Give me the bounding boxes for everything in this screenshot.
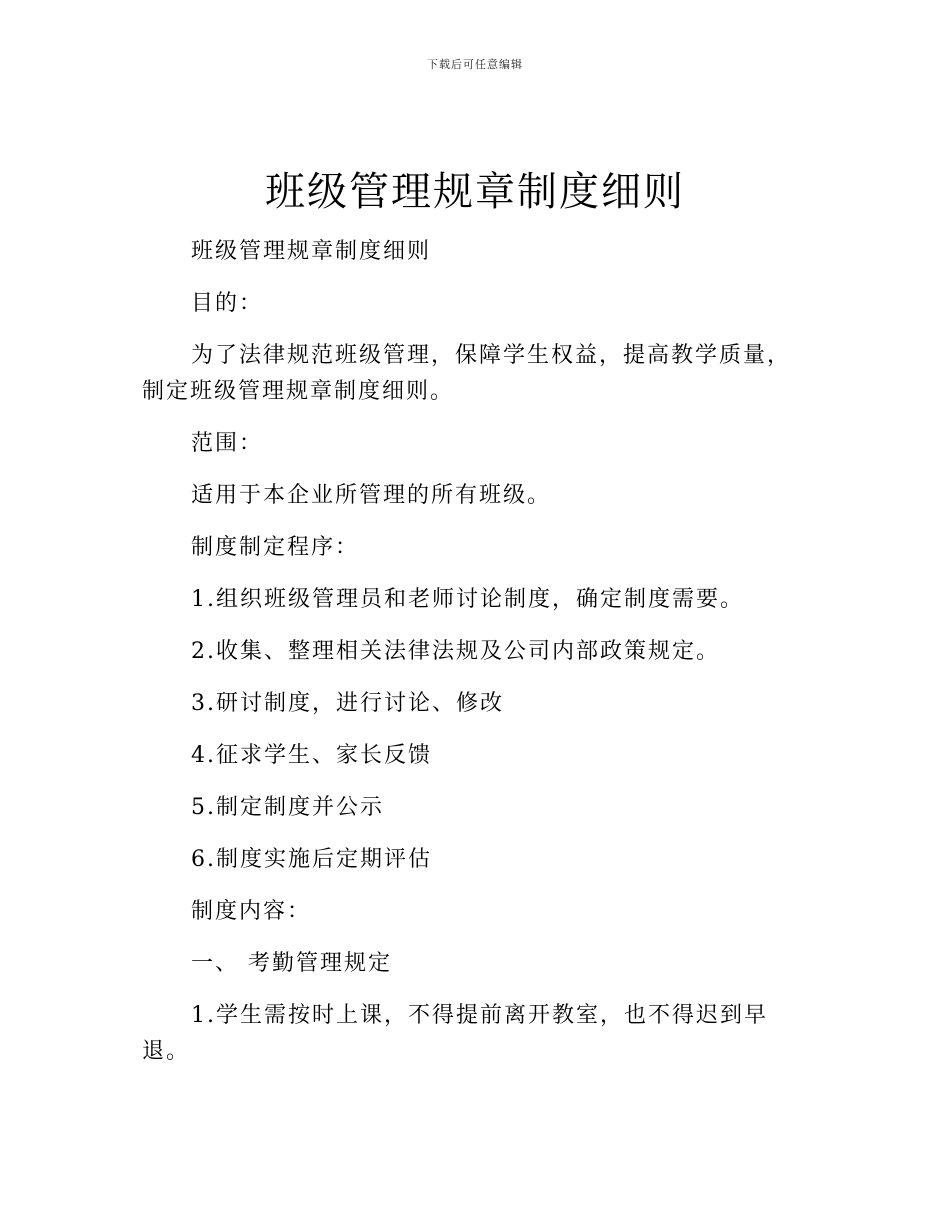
paragraph-scope-heading: 范围： — [191, 431, 264, 456]
paragraph-procedure-heading: 制度制定程序： — [191, 535, 360, 560]
document-title: 班级管理规章制度细则 — [265, 169, 685, 215]
paragraph-scope-text: 适用于本企业所管理的所有班级。 — [191, 483, 552, 508]
paragraph-purpose-heading: 目的： — [191, 291, 264, 316]
paragraph-content-heading: 制度内容： — [191, 899, 312, 924]
paragraph-procedure-step-6: 6.制度实施后定期评估 — [191, 847, 432, 872]
paragraph-purpose-text: 为了法律规范班级管理，保障学生权益，提高教学质量，制定班级管理规章制度细则。 — [142, 343, 792, 404]
document-body — [142, 234, 812, 1086]
paragraph-section-heading-attendance: 一、 考勤管理规定 — [191, 951, 392, 976]
paragraph-procedure-step-3: 3.研讨制度，进行讨论、修改 — [191, 691, 504, 716]
paragraph-attendance-rule-1: 1.学生需按时上课，不得提前离开教室，也不得迟到早退。 — [142, 1003, 768, 1064]
paragraph-subtitle: 班级管理规章制度细则 — [191, 239, 432, 264]
paragraph-procedure-step-1: 1.组织班级管理员和老师讨论制度，确定制度需要。 — [191, 587, 744, 612]
page-header: 下载后可任意编辑 — [427, 58, 523, 71]
paragraph-procedure-step-2: 2.收集、整理相关法律法规及公司内部政策规定。 — [191, 639, 720, 664]
paragraph-procedure-step-5: 5.制定制度并公示 — [191, 795, 384, 820]
paragraph-procedure-step-4: 4.征求学生、家长反馈 — [191, 743, 432, 768]
